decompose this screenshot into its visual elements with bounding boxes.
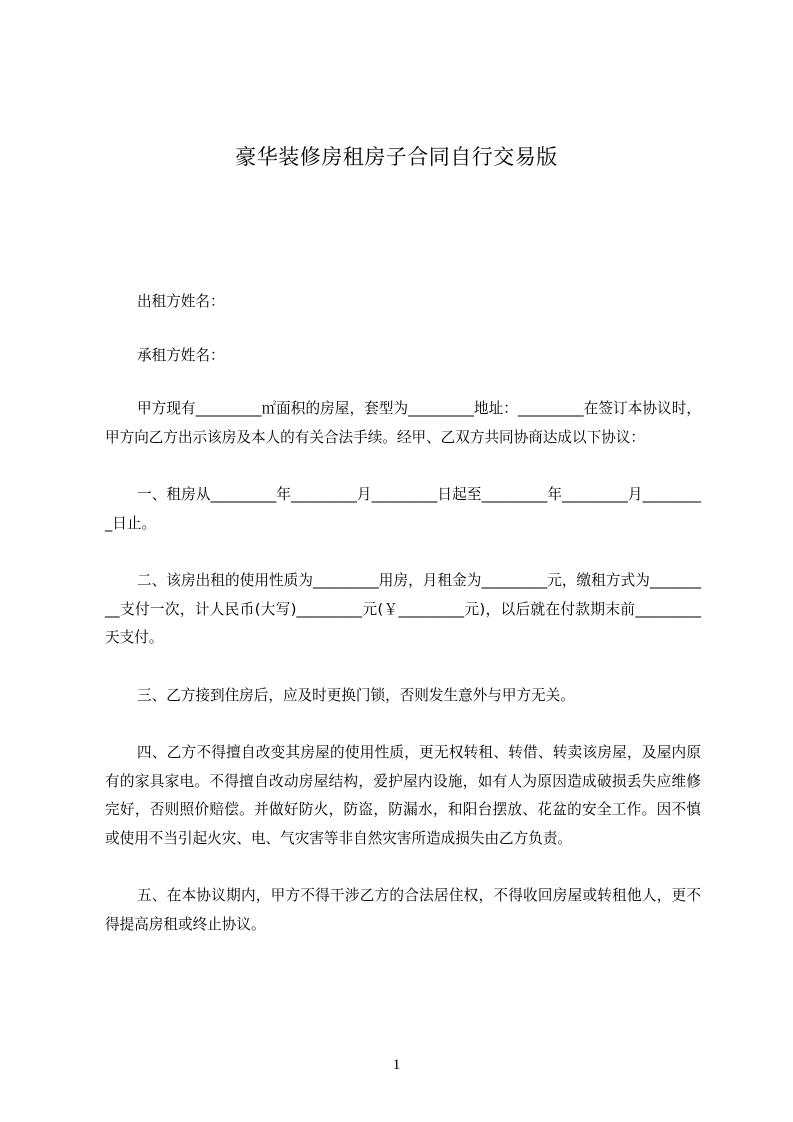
clause-2-rent-payment: 二、该房出租的使用性质为_________用房，月租金为_________元，缴租方式为_________支付一次，计人民币(大写)_________元(￥_________元)，以后就在付款期末前_________天支付。 (105, 572, 701, 646)
clause-1-lease-term: 一、租房从_________年_________月_________日起至_________年_________月_________日止。 (105, 486, 701, 532)
page-number: 1 (392, 1057, 401, 1073)
document-title: 豪华装修房租房子合同自行交易版 (235, 145, 558, 169)
clause-5-landlord-obligations: 五、在本协议期内，甲方不得干涉乙方的合法居住权，不得收回房屋或转租他人，更不得提高房租或终止协议。 (105, 887, 701, 933)
document-body (105, 288, 701, 939)
property-description-paragraph: 甲方现有_________㎡面积的房屋，套型为_________地址：_________在签订本协议时，甲方向乙方出示该房及本人的有关合法手续。经甲、乙双方共同协商达成以下协议： (105, 400, 701, 446)
lessee-name-line: 承租方姓名： (137, 346, 225, 364)
clause-4-tenant-obligations: 四、乙方不得擅自改变其房屋的使用性质，更无权转租、转借、转卖该房屋，及屋内原有的家具家电。不得擅自改动房屋结构，爱护屋内设施，如有人为原因造成破损丢失应维修完好，否则照价赔偿。并做好防火，防盗，防漏水，和阳台摆放、花盆的安全工作。因不慎或使用不当引起火灾、电、气灾害等非自然灾害所造成损失由乙方负责。 (105, 744, 701, 847)
clause-3-lock-change: 三、乙方接到住房后，应及时更换门锁，否则发生意外与甲方无关。 (137, 686, 575, 704)
lessor-name-line: 出租方姓名： (137, 293, 225, 310)
